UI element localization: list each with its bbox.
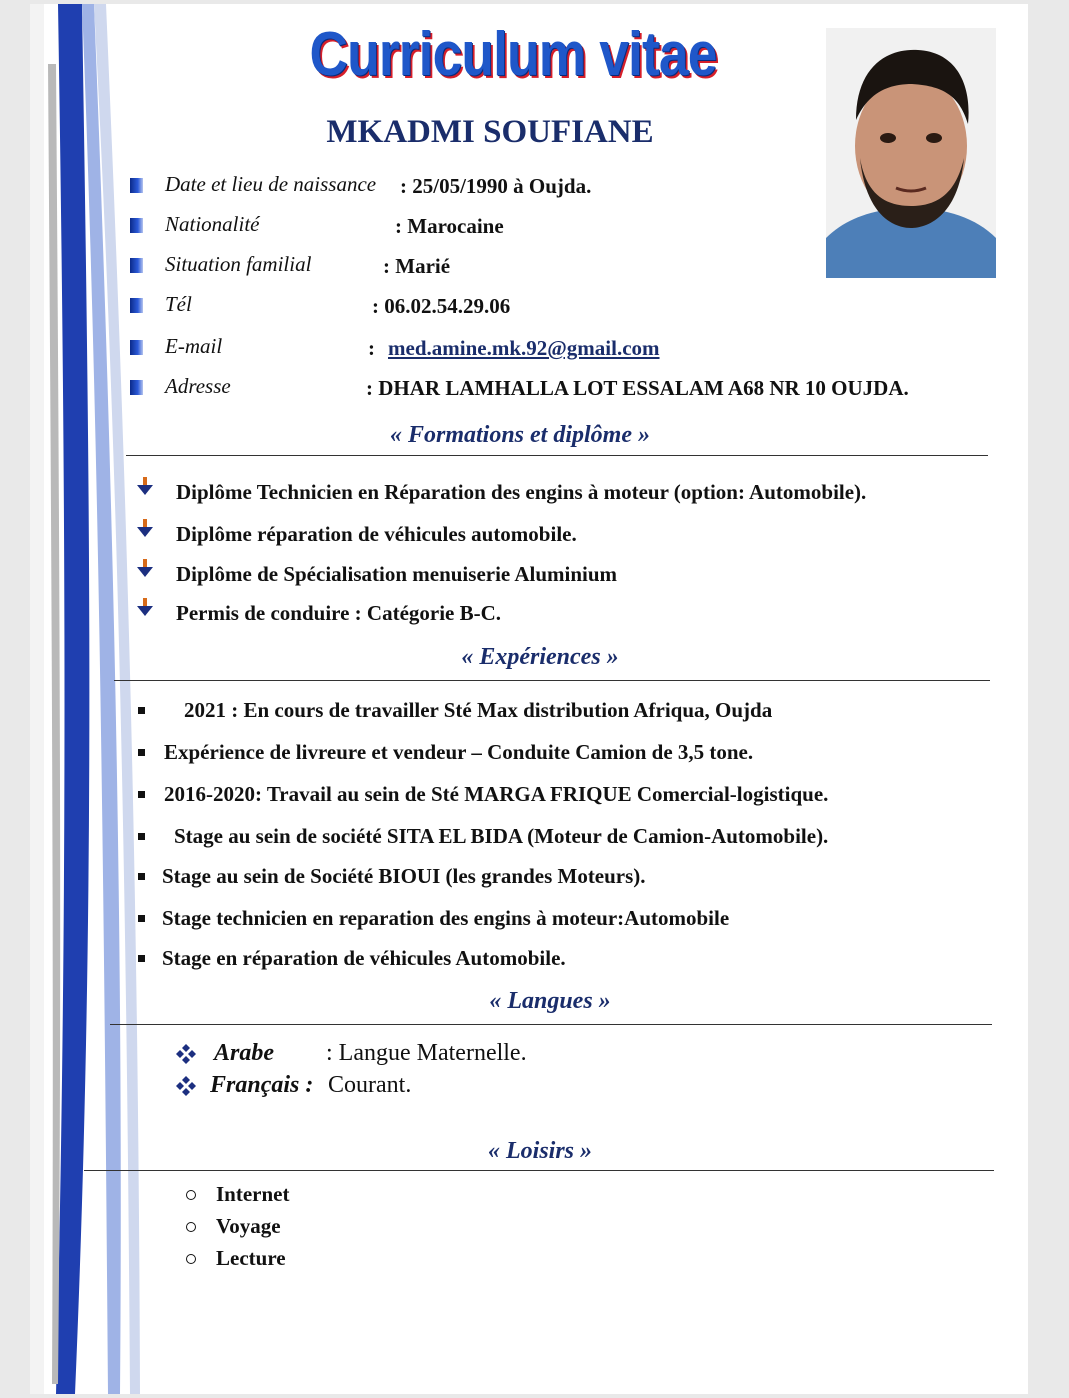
down-arrow-icon — [136, 477, 154, 497]
square-bullet-icon — [130, 258, 143, 273]
square-bullet-icon — [130, 340, 143, 355]
square-bullet-icon — [138, 833, 145, 840]
info-value: : DHAR LAMHALLA LOT ESSALAM A68 NR 10 OUJDA. — [366, 376, 909, 400]
experience-text: Expérience de livreure et vendeur – Conduite Camion de 3,5 tone. — [164, 740, 754, 764]
down-arrow-icon — [136, 559, 154, 579]
down-arrow-icon — [136, 519, 154, 539]
experience-text: 2016-2020: Travail au sein de Sté MARGA FRIQUE Comercial-logistique. — [164, 782, 829, 806]
square-bullet-icon — [138, 915, 145, 922]
four-diamond-icon — [176, 1076, 196, 1096]
section-divider — [126, 455, 988, 456]
candidate-name: MKADMI SOUFIANE — [326, 114, 654, 150]
language-level: Courant. — [328, 1072, 412, 1098]
experience-text: Stage en réparation de véhicules Automobile. — [162, 946, 566, 970]
info-label: E-mail — [165, 334, 223, 358]
formation-text: Diplôme réparation de véhicules automobile. — [176, 522, 577, 546]
square-bullet-icon — [138, 707, 145, 714]
four-diamond-icon — [176, 1044, 196, 1064]
info-label: Nationalité — [165, 212, 260, 236]
section-divider — [110, 1024, 992, 1025]
hobby-text: Voyage — [216, 1214, 281, 1238]
experience-text: Stage au sein de société SITA EL BIDA (Moteur de Camion-Automobile). — [174, 824, 829, 848]
info-value: : — [368, 336, 375, 360]
section-title-loisirs: « Loisirs » — [487, 1138, 592, 1164]
profile-photo — [826, 28, 996, 278]
cv-page — [30, 4, 1028, 1394]
square-bullet-icon — [138, 791, 145, 798]
info-value: : Marié — [383, 254, 451, 278]
hobby-text: Lecture — [216, 1246, 286, 1270]
square-bullet-icon — [138, 873, 145, 880]
circle-bullet-icon — [186, 1222, 196, 1232]
language-name: Français : — [210, 1072, 314, 1098]
info-value: : 25/05/1990 à Oujda. — [400, 174, 592, 198]
formation-text: Diplôme Technicien en Réparation des engins à moteur (option: Automobile). — [176, 480, 867, 504]
section-title-experiences: « Expériences » — [461, 644, 619, 670]
email-link[interactable]: med.amine.mk.92@gmail.com — [388, 336, 660, 360]
experience-text: Stage technicien en reparation des engins à moteur:Automobile — [162, 906, 730, 930]
formation-text: Diplôme de Spécialisation menuiserie Aluminium — [176, 562, 618, 586]
hobby-text: Internet — [216, 1182, 290, 1206]
info-label: Adresse — [165, 374, 231, 398]
section-divider — [84, 1170, 994, 1171]
square-bullet-icon — [130, 218, 143, 233]
square-bullet-icon — [130, 380, 143, 395]
info-value: : 06.02.54.29.06 — [372, 294, 511, 318]
section-title-langues: « Langues » — [489, 988, 611, 1014]
experience-text: Stage au sein de Société BIOUI (les grandes Moteurs). — [162, 864, 646, 888]
language-name: Arabe — [214, 1040, 274, 1066]
square-bullet-icon — [138, 955, 145, 962]
down-arrow-icon — [136, 598, 154, 618]
experience-text: 2021 : En cours de travailler Sté Max distribution Afriqua, Oujda — [184, 698, 773, 722]
square-bullet-icon — [130, 298, 143, 313]
circle-bullet-icon — [186, 1190, 196, 1200]
info-label: Tél — [165, 292, 192, 316]
formation-text: Permis de conduire : Catégorie B-C. — [176, 601, 502, 625]
info-label: Situation familial — [165, 252, 312, 276]
section-divider — [114, 680, 990, 681]
square-bullet-icon — [130, 178, 143, 193]
cv-title: Curriculum vitae — [309, 20, 717, 89]
person-portrait-icon — [826, 28, 996, 278]
square-bullet-icon — [138, 749, 145, 756]
info-label: Date et lieu de naissance — [165, 172, 377, 196]
section-title-formations: « Formations et diplôme » — [389, 422, 650, 448]
circle-bullet-icon — [186, 1254, 196, 1264]
info-value: : Marocaine — [395, 214, 504, 238]
language-level: : Langue Maternelle. — [326, 1040, 527, 1066]
